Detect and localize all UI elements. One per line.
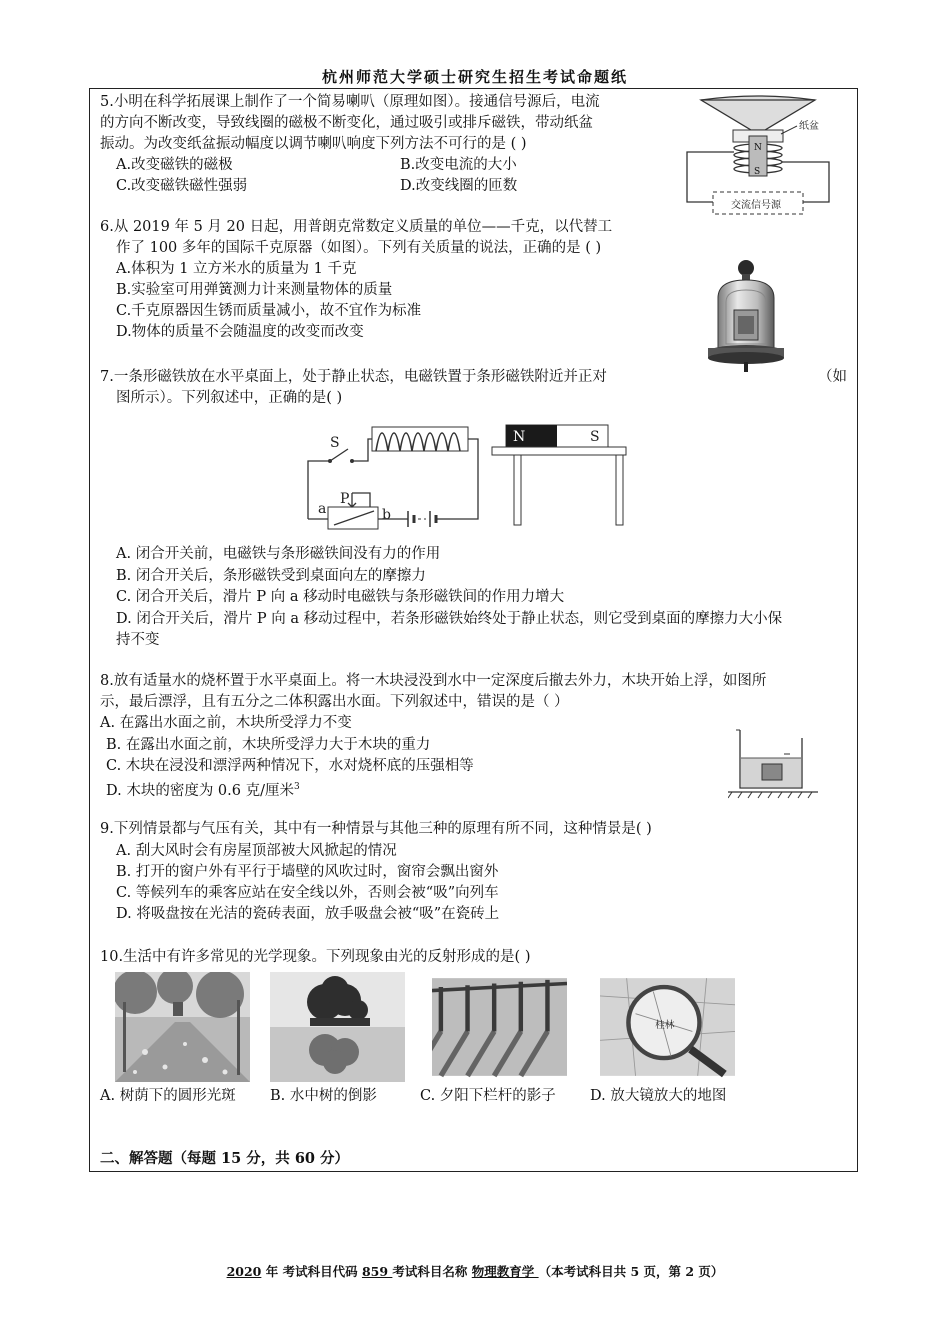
fig-label-paper: 纸盆 xyxy=(799,121,819,132)
q8-option-d-sup: 3 xyxy=(294,782,300,792)
q6-option-a: A.体积为 1 立方米水的质量为 1 千克 xyxy=(116,261,357,277)
fig-label-s: S xyxy=(754,167,761,177)
fig-end-b-label: b xyxy=(382,507,391,523)
footer-subject: 物理教育学 xyxy=(471,1264,539,1279)
page-header: 杭州师范大学硕士研究生招生考试命题纸 xyxy=(321,68,628,86)
photo-tree-shade xyxy=(115,972,250,1082)
q9-option-a: A. 刮大风时会有房屋顶部被大风掀起的情况 xyxy=(116,843,397,859)
footer-year-suffix: 年 考试科目代码 xyxy=(261,1264,362,1279)
fig-magnet-n-label: N xyxy=(513,429,526,445)
q7-option-d-line2: 持不变 xyxy=(116,632,160,648)
q10-option-d: D. 放大镜放大的地图 xyxy=(590,1088,727,1104)
q10-option-b: B. 水中树的倒影 xyxy=(270,1088,377,1104)
section-2-title: 二、解答题（每题 15 分，共 60 分） xyxy=(100,1150,350,1167)
q7-option-a: A. 闭合开关前，电磁铁与条形磁铁间没有力的作用 xyxy=(116,546,441,562)
q7-stem-line2: 图所示）。下列叙述中，正确的是( ) xyxy=(116,390,343,406)
q6-stem-line1: 6.从 2019 年 5 月 20 日起，用普朗克常数定义质量的单位——千克，以代替工 xyxy=(100,219,613,235)
q8-stem-line2: 示，最后漂浮，且有五分之二体积露出水面。下列叙述中，错误的是（ ） xyxy=(100,694,569,710)
q5-option-c: C.改变磁铁磁性强弱 xyxy=(116,178,248,194)
footer-name-label: 考试科目名称 xyxy=(392,1264,472,1279)
fig-magnet-s-label: S xyxy=(590,429,600,445)
q6-option-d: D.物体的质量不会随温度的改变而改变 xyxy=(116,324,364,340)
speaker-diagram xyxy=(683,94,833,224)
q5-stem-line1: 5.小明在科学拓展课上制作了一个简易喇叭（原理如图）。接通信号源后，电流 xyxy=(100,94,600,110)
q10-stem: 10.生活中有许多常见的光学现象。下列现象由光的反射形成的是( ) xyxy=(100,949,531,965)
q7-option-b: B. 闭合开关后，条形磁铁受到桌面向左的摩擦力 xyxy=(116,568,426,584)
kilogram-prototype-image xyxy=(700,258,795,376)
q9-option-b: B. 打开的窗户外有平行于墙壁的风吹过时，窗帘会飘出窗外 xyxy=(116,864,499,880)
photo-railing-shadow xyxy=(432,972,567,1082)
fig-slider-p-label: P xyxy=(340,491,350,507)
q8-option-d-text: D. 木块的密度为 0.6 克/厘米 xyxy=(106,782,294,799)
q7-option-c: C. 闭合开关后，滑片 P 向 a 移动时电磁铁与条形磁铁间的作用力增大 xyxy=(116,589,565,605)
map-label: 桂林 xyxy=(655,1019,675,1031)
q9-option-d: D. 将吸盘按在光洁的瓷砖表面，放手吸盘会被“吸”在瓷砖上 xyxy=(116,906,500,922)
q8-option-d xyxy=(106,777,300,802)
q9-stem: 9.下列情景都与气压有关，其中有一种情景与其他三种的原理有所不同，这种情景是( ) xyxy=(100,821,652,837)
electromagnet-circuit-diagram xyxy=(300,415,640,530)
q8-option-c: C. 木块在浸没和漂浮两种情况下，水对烧杯底的压强相等 xyxy=(106,758,474,774)
q5-stem-line2: 的方向不断改变，导致线圈的磁极不断变化，通过吸引或排斥磁铁，带动纸盆 xyxy=(100,115,593,131)
q10-option-c: C. 夕阳下栏杆的影子 xyxy=(420,1088,556,1104)
fig-switch-label: S xyxy=(330,435,340,451)
photo-magnifier-map xyxy=(600,972,735,1082)
fig-label-n: N xyxy=(754,143,762,153)
q5-stem-line3: 振动。为改变纸盆振动幅度以调节喇叭响度下列方法不可行的是 ( ) xyxy=(100,136,527,152)
q8-option-b: B. 在露出水面之前，木块所受浮力大于木块的重力 xyxy=(106,737,431,753)
q6-option-b: B.实验室可用弹簧测力计来测量物体的质量 xyxy=(116,282,393,298)
q7-option-d-line1: D. 闭合开关后，滑片 P 向 a 移动过程中，若条形磁铁始终处于静止状态，则它受到桌面的摩擦力大小保 xyxy=(116,611,783,627)
q8-option-a: A. 在露出水面之前，木块所受浮力不变 xyxy=(100,715,352,731)
fig-end-a-label: a xyxy=(318,501,327,517)
q6-stem-line2: 作了 100 多年的国际千克原器（如图）。下列有关质量的说法，正确的是 ( ) xyxy=(116,240,602,256)
q7-stem-line1-tail: （如 xyxy=(818,369,847,385)
q7-stem-line1: 7.一条形磁铁放在水平桌面上，处于静止状态，电磁铁置于条形磁铁附近并正对 xyxy=(100,369,607,385)
fig-label-source: 交流信号源 xyxy=(731,200,781,211)
q5-option-d: D.改变线圈的匝数 xyxy=(400,178,518,194)
footer-code: 859 xyxy=(361,1264,393,1279)
q8-stem-line1: 8.放有适量水的烧杯置于水平桌面上。将一木块浸没到水中一定深度后撤去外力，木块开始上浮，如图所 xyxy=(100,673,767,689)
q9-option-c: C. 等候列车的乘客应站在安全线以外，否则会被“吸”向列车 xyxy=(116,885,499,901)
q5-option-a: A.改变磁铁的磁极 xyxy=(116,157,233,173)
footer-pages: （本考试科目共 5 页，第 2 页） xyxy=(538,1264,724,1279)
q5-option-b: B.改变电流的大小 xyxy=(400,157,517,173)
photo-tree-reflection xyxy=(270,972,405,1082)
q10-option-a: A. 树荫下的圆形光斑 xyxy=(100,1088,236,1104)
beaker-diagram xyxy=(728,724,820,800)
q6-option-c: C.千克原器因生锈而质量减小，故不宜作为标准 xyxy=(116,303,422,319)
footer-year: 2020 xyxy=(226,1264,262,1279)
page-footer xyxy=(0,1262,950,1280)
